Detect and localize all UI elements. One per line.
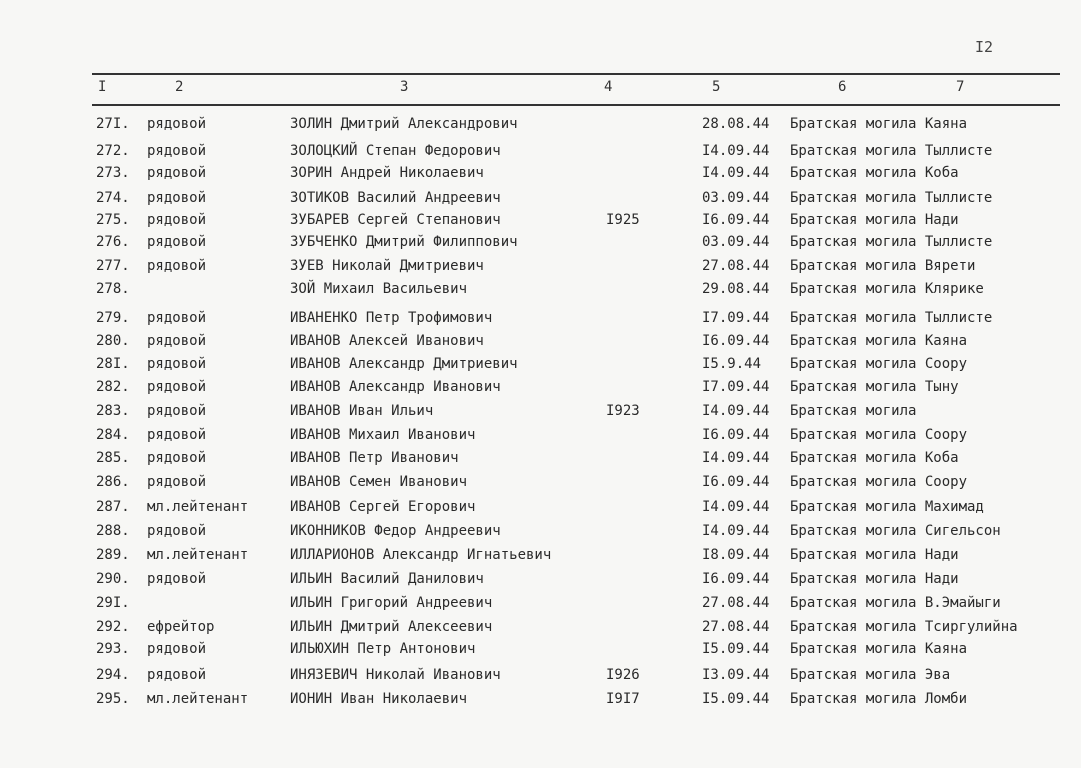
row-burial-place: Братская могила Каяна [790, 333, 968, 349]
row-name: ИВАНЕНКО Петр Трофимович [290, 310, 493, 326]
row-rank: рядовой [147, 379, 207, 395]
row-name: ЗОЛИН Дмитрий Александрович [290, 116, 518, 132]
row-birth-year: I926 [606, 667, 640, 683]
row-death-date: 03.09.44 [702, 190, 770, 206]
row-rank: рядовой [147, 403, 207, 419]
row-burial-place: Братская могила Коба [790, 165, 959, 181]
row-burial-place: Братская могила Тыллисте [790, 310, 993, 326]
row-name: ИЛЛАРИОНОВ Александр Игнатьевич [290, 547, 552, 563]
row-burial-place: Братская могила Каяна [790, 116, 968, 132]
row-burial-place: Братская могила Сигельсон [790, 523, 1001, 539]
row-rank: рядовой [147, 474, 207, 490]
table-row [0, 187, 1081, 209]
table-row [0, 113, 1081, 135]
table-row [0, 424, 1081, 446]
row-rank: рядовой [147, 333, 207, 349]
table-row [0, 209, 1081, 231]
row-name: ЗОЛОЦКИЙ Степан Федорович [290, 143, 501, 159]
page-number: I2 [975, 38, 994, 56]
row-name: ИНЯЗЕВИЧ Николай Иванович [290, 667, 501, 683]
row-burial-place: Братская могила Тсиргулийна [790, 619, 1018, 635]
row-name: ИВАНОВ Сергей Егорович [290, 499, 476, 515]
table-row [0, 544, 1081, 566]
row-burial-place: Братская могила Нади [790, 547, 959, 563]
table-row [0, 278, 1081, 300]
row-name: ЗОЙ Михаил Васильевич [290, 281, 468, 297]
table-row [0, 447, 1081, 469]
row-burial-place: Братская могила Тыну [790, 379, 959, 395]
table-row [0, 496, 1081, 518]
row-death-date: I5.09.44 [702, 691, 770, 707]
column-header-5: 5 [712, 79, 721, 95]
row-number: 293. [96, 641, 130, 657]
row-rank: рядовой [147, 641, 207, 657]
row-name: ЗУЕВ Николай Дмитриевич [290, 258, 484, 274]
row-name: ИВАНОВ Семен Иванович [290, 474, 468, 490]
row-name: ИВАНОВ Иван Ильич [290, 403, 434, 419]
row-name: ИОНИН Иван Николаевич [290, 691, 468, 707]
row-death-date: I6.09.44 [702, 571, 770, 587]
row-number: 289. [96, 547, 130, 563]
row-number: 283. [96, 403, 130, 419]
row-number: 295. [96, 691, 130, 707]
row-birth-year: I9I7 [606, 691, 640, 707]
column-header-6: 6 [838, 79, 847, 95]
row-burial-place: Братская могила Тыллисте [790, 234, 993, 250]
row-death-date: 29.08.44 [702, 281, 770, 297]
row-death-date: I8.09.44 [702, 547, 770, 563]
row-name: ЗУБЧЕНКО Дмитрий Филиппович [290, 234, 518, 250]
row-burial-place: Братская могила Вярети [790, 258, 976, 274]
row-name: ИЛЬИН Василий Данилович [290, 571, 484, 587]
table-row [0, 592, 1081, 614]
row-number: 279. [96, 310, 130, 326]
table-row [0, 638, 1081, 660]
column-header-4: 4 [604, 79, 613, 95]
row-number: 294. [96, 667, 130, 683]
row-death-date: I3.09.44 [702, 667, 770, 683]
table-row [0, 353, 1081, 375]
row-rank: ефрейтор [147, 619, 215, 635]
row-death-date: I4.09.44 [702, 403, 770, 419]
row-death-date: 27.08.44 [702, 258, 770, 274]
row-number: 292. [96, 619, 130, 635]
row-burial-place: Братская могила Эва [790, 667, 951, 683]
column-header-3: 3 [400, 79, 409, 95]
row-burial-place: Братская могила В.Эмайыги [790, 595, 1001, 611]
table-row [0, 400, 1081, 422]
row-rank: рядовой [147, 212, 207, 228]
table-row [0, 330, 1081, 352]
row-number: 286. [96, 474, 130, 490]
table-row [0, 471, 1081, 493]
row-rank: рядовой [147, 356, 207, 372]
table-row [0, 688, 1081, 710]
row-rank: рядовой [147, 143, 207, 159]
row-name: ЗОТИКОВ Василий Андреевич [290, 190, 501, 206]
row-rank: рядовой [147, 450, 207, 466]
row-burial-place: Братская могила [790, 403, 917, 419]
row-rank: рядовой [147, 523, 207, 539]
table-row [0, 568, 1081, 590]
row-name: ИВАНОВ Михаил Иванович [290, 427, 476, 443]
row-rank: рядовой [147, 571, 207, 587]
row-number: 282. [96, 379, 130, 395]
row-number: 288. [96, 523, 130, 539]
row-death-date: I4.09.44 [702, 523, 770, 539]
row-number: 28I. [96, 356, 130, 372]
column-header-1: I [98, 79, 107, 95]
table-row [0, 376, 1081, 398]
row-death-date: I6.09.44 [702, 427, 770, 443]
row-death-date: I4.09.44 [702, 499, 770, 515]
table-row [0, 162, 1081, 184]
row-death-date: 03.09.44 [702, 234, 770, 250]
row-death-date: 27.08.44 [702, 619, 770, 635]
row-name: ИВАНОВ Александр Иванович [290, 379, 501, 395]
row-number: 274. [96, 190, 130, 206]
row-death-date: I5.09.44 [702, 641, 770, 657]
row-burial-place: Братская могила Нади [790, 571, 959, 587]
row-burial-place: Братская могила Махимад [790, 499, 984, 515]
row-rank: мл.лейтенант [147, 499, 249, 515]
row-rank: рядовой [147, 165, 207, 181]
row-burial-place: Братская могила Коба [790, 450, 959, 466]
row-number: 280. [96, 333, 130, 349]
row-burial-place: Братская могила Клярике [790, 281, 984, 297]
row-name: ИЛЬЮХИН Петр Антонович [290, 641, 476, 657]
column-header-2: 2 [175, 79, 184, 95]
row-birth-year: I925 [606, 212, 640, 228]
table-row [0, 140, 1081, 162]
row-death-date: I4.09.44 [702, 143, 770, 159]
row-burial-place: Братская могила Нади [790, 212, 959, 228]
row-death-date: I7.09.44 [702, 310, 770, 326]
row-number: 27I. [96, 116, 130, 132]
row-rank: рядовой [147, 310, 207, 326]
row-name: ИВАНОВ Александр Дмитриевич [290, 356, 518, 372]
row-name: ИКОННИКОВ Федор Андреевич [290, 523, 501, 539]
row-death-date: I6.09.44 [702, 333, 770, 349]
row-number: 287. [96, 499, 130, 515]
table-row [0, 616, 1081, 638]
row-burial-place: Братская могила Тыллисте [790, 190, 993, 206]
table-row [0, 255, 1081, 277]
row-rank: рядовой [147, 116, 207, 132]
row-rank: мл.лейтенант [147, 547, 249, 563]
row-burial-place: Братская могила Каяна [790, 641, 968, 657]
row-burial-place: Братская могила Тыллисте [790, 143, 993, 159]
row-burial-place: Братская могила Ломби [790, 691, 968, 707]
row-rank: рядовой [147, 190, 207, 206]
row-number: 285. [96, 450, 130, 466]
row-rank: мл.лейтенант [147, 691, 249, 707]
row-number: 290. [96, 571, 130, 587]
row-death-date: I7.09.44 [702, 379, 770, 395]
row-number: 277. [96, 258, 130, 274]
column-header-7: 7 [956, 79, 965, 95]
row-name: ИВАНОВ Петр Иванович [290, 450, 459, 466]
row-rank: рядовой [147, 234, 207, 250]
row-death-date: 27.08.44 [702, 595, 770, 611]
row-name: ИВАНОВ Алексей Иванович [290, 333, 484, 349]
row-death-date: I6.09.44 [702, 474, 770, 490]
row-death-date: I5.9.44 [702, 356, 762, 372]
row-name: ИЛЬИН Григорий Андреевич [290, 595, 493, 611]
row-number: 29I. [96, 595, 130, 611]
table-row [0, 231, 1081, 253]
row-name: ЗОРИН Андрей Николаевич [290, 165, 484, 181]
row-birth-year: I923 [606, 403, 640, 419]
row-burial-place: Братская могила Соору [790, 474, 968, 490]
row-death-date: I4.09.44 [702, 450, 770, 466]
row-number: 272. [96, 143, 130, 159]
row-death-date: I4.09.44 [702, 165, 770, 181]
row-rank: рядовой [147, 667, 207, 683]
row-number: 275. [96, 212, 130, 228]
row-name: ИЛЬИН Дмитрий Алексеевич [290, 619, 493, 635]
row-number: 273. [96, 165, 130, 181]
row-number: 284. [96, 427, 130, 443]
row-number: 278. [96, 281, 130, 297]
row-death-date: 28.08.44 [702, 116, 770, 132]
table-row [0, 664, 1081, 686]
row-number: 276. [96, 234, 130, 250]
row-burial-place: Братская могила Соору [790, 356, 968, 372]
row-rank: рядовой [147, 258, 207, 274]
row-death-date: I6.09.44 [702, 212, 770, 228]
row-rank: рядовой [147, 427, 207, 443]
table-row [0, 520, 1081, 542]
row-burial-place: Братская могила Соору [790, 427, 968, 443]
row-name: ЗУБАРЕВ Сергей Степанович [290, 212, 501, 228]
table-row [0, 307, 1081, 329]
